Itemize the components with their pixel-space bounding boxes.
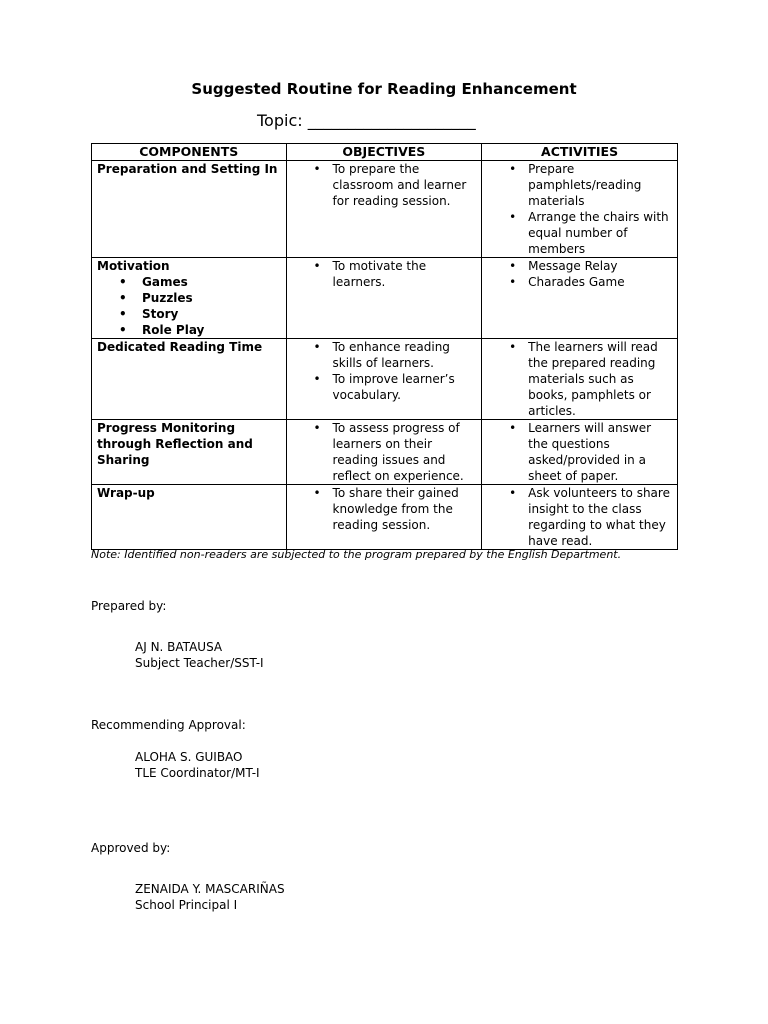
table-row — [92, 485, 678, 550]
objectives-cell — [286, 339, 482, 420]
recommending-position: TLE Coordinator/MT-I — [135, 766, 260, 780]
approved-by-name: ZENAIDA Y. MASCARIÑAS — [135, 882, 285, 896]
topic-line: Topic: _____________________ — [257, 111, 476, 130]
recommending-approval-label: Recommending Approval: — [91, 718, 246, 732]
table-note: Note: Identified non-readers are subjected to the program prepared by the English Department. — [91, 548, 622, 561]
prepared-by-position: Subject Teacher/SST-I — [135, 656, 264, 670]
list-item: • To prepare the classroom and learner for reading session. — [292, 161, 477, 209]
list-item: • To enhance reading skills of learners. — [292, 339, 477, 371]
list-item: • To share their gained knowledge from the reading session. — [292, 485, 477, 533]
list-item: • To motivate the learners. — [292, 258, 477, 290]
table-row — [92, 420, 678, 485]
header-activities: ACTIVITIES — [482, 144, 678, 161]
activities-cell — [482, 420, 678, 485]
list-item: • To assess progress of learners on their reading issues and reflect on experience. — [292, 420, 477, 484]
list-item: • Arrange the chairs with equal number of members — [487, 209, 672, 257]
list-item: • Role Play — [97, 322, 281, 338]
document-title: Suggested Routine for Reading Enhancement — [191, 80, 577, 98]
list-item: • To improve learner’s vocabulary. — [292, 371, 477, 403]
header-components: COMPONENTS — [92, 144, 287, 161]
approved-by-position: School Principal I — [135, 898, 238, 912]
table-row — [92, 339, 678, 420]
list-item: • Games — [97, 274, 281, 290]
component-cell: Preparation and Setting In — [92, 161, 287, 258]
prepared-by-label: Prepared by: — [91, 599, 167, 613]
activities-cell — [482, 485, 678, 550]
approved-by-label: Approved by: — [91, 841, 171, 855]
list-item: • Prepare pamphlets/reading materials — [487, 161, 672, 209]
component-label: Motivation — [97, 259, 170, 273]
list-item: • Message Relay — [487, 258, 672, 274]
list-item: • Ask volunteers to share insight to the class regarding to what they have read. — [487, 485, 672, 549]
list-item: • Charades Game — [487, 274, 672, 290]
list-item: • Learners will answer the questions asked/provided in a sheet of paper. — [487, 420, 672, 484]
activities-cell — [482, 161, 678, 258]
objectives-cell — [286, 420, 482, 485]
prepared-by-name: AJ N. BATAUSA — [135, 640, 223, 654]
header-objectives: OBJECTIVES — [286, 144, 482, 161]
list-item: • Story — [97, 306, 281, 322]
list-item: • Puzzles — [97, 290, 281, 306]
objectives-cell — [286, 485, 482, 550]
component-cell: Progress Monitoring through Reflection and Sharing — [92, 420, 287, 485]
component-cell: Wrap-up — [92, 485, 287, 550]
recommending-name: ALOHA S. GUIBAO — [135, 750, 243, 764]
component-cell: Dedicated Reading Time — [92, 339, 287, 420]
routine-table — [91, 143, 678, 550]
list-item: • The learners will read the prepared reading materials such as books, pamphlets or articles. — [487, 339, 672, 419]
table-row — [92, 161, 678, 258]
objectives-cell — [286, 258, 482, 339]
table-row — [92, 258, 678, 339]
component-cell — [92, 258, 287, 339]
table-header-row — [92, 144, 678, 161]
objectives-cell — [286, 161, 482, 258]
activities-cell — [482, 339, 678, 420]
activities-cell — [482, 258, 678, 339]
